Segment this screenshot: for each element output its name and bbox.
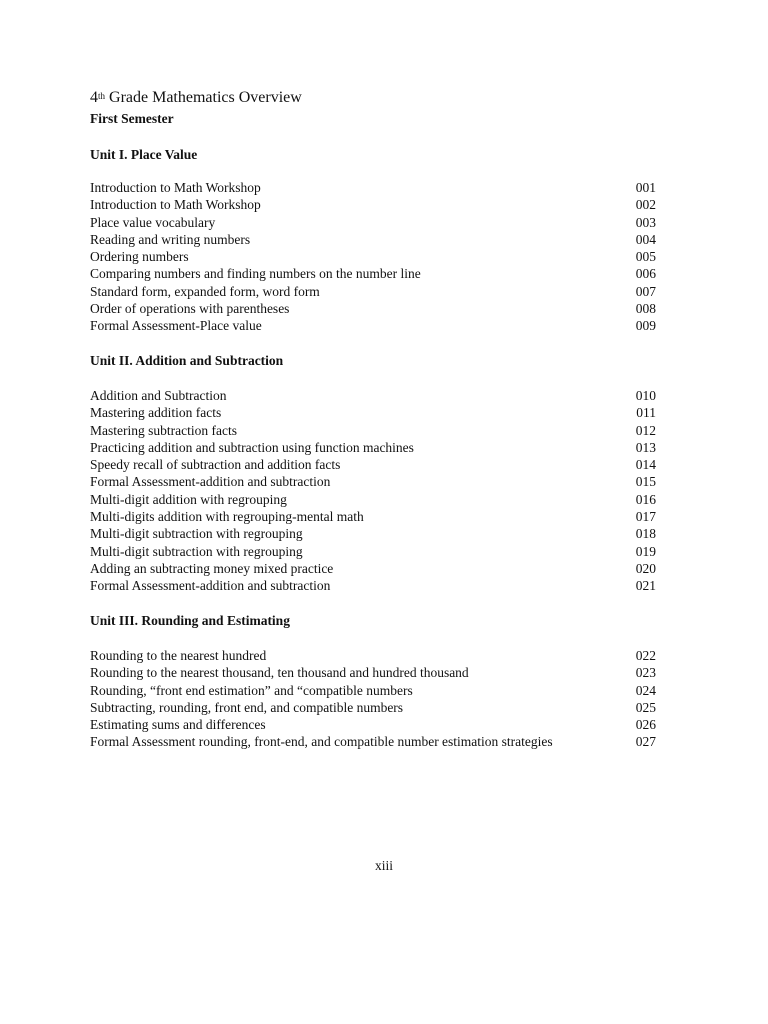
lesson-title: Formal Assessment-addition and subtraction [90, 578, 331, 594]
lesson-code: 010 [635, 388, 656, 403]
list-item [90, 456, 656, 473]
lesson-code: 003 [635, 214, 656, 230]
list-item [90, 525, 656, 542]
lesson-title: Reading and writing numbers [90, 231, 251, 247]
list-item [90, 387, 656, 404]
list-item [90, 543, 656, 560]
list-item [90, 699, 656, 716]
lesson-title: Multi-digit addition with regrouping [90, 491, 287, 507]
lesson-title: Estimating sums and differences [90, 717, 266, 733]
lesson-title: Place value vocabulary [90, 214, 216, 230]
list-item [90, 231, 656, 248]
list-item [90, 179, 656, 196]
lesson-code: 006 [635, 266, 656, 282]
unit-list-2 [90, 387, 656, 595]
list-item [90, 682, 656, 699]
lesson-title: Adding an subtracting money mixed practice [90, 560, 334, 576]
unit-heading-1: Unit I. Place Value [90, 147, 198, 162]
list-item [90, 196, 656, 213]
title-text: Grade Mathematics Overview [105, 89, 302, 106]
lesson-code: 007 [635, 283, 656, 299]
unit-heading-3: Unit III. Rounding and Estimating [90, 613, 290, 628]
lesson-title: Mastering addition facts [90, 405, 222, 421]
list-item [90, 300, 656, 317]
lesson-code: 014 [635, 457, 656, 473]
lesson-code: 017 [635, 509, 656, 525]
lesson-title: Speedy recall of subtraction and addition facts [90, 457, 341, 473]
list-item [90, 439, 656, 456]
lesson-title: Rounding, “front end estimation” and “compatible numbers [90, 682, 413, 698]
lesson-code: 013 [635, 439, 656, 455]
lesson-code: 016 [635, 491, 656, 507]
lesson-code: 018 [635, 526, 656, 542]
lesson-code: 027 [635, 734, 656, 750]
page-number: xiii [374, 858, 393, 873]
lesson-code: 002 [635, 197, 656, 213]
list-item [90, 473, 656, 490]
lesson-title: Introduction to Math Workshop [90, 197, 261, 213]
title-superscript: th [98, 91, 106, 101]
lesson-code: 009 [635, 318, 656, 334]
lesson-code: 008 [635, 301, 656, 317]
unit-list-3 [90, 647, 656, 751]
lesson-title: Formal Assessment rounding, front-end, and compatible number estimation strategies [90, 734, 553, 750]
lesson-code: 001 [635, 180, 656, 195]
lesson-title: Order of operations with parentheses [90, 301, 290, 317]
list-item [90, 283, 656, 300]
title-grade-number: 4 [90, 89, 98, 106]
lesson-title: Comparing numbers and finding numbers on the number line [90, 266, 421, 282]
lesson-code: 023 [635, 665, 656, 681]
semester-heading: First Semester [90, 111, 174, 126]
lesson-code: 020 [635, 560, 656, 576]
list-item [90, 716, 656, 733]
list-item [90, 647, 656, 664]
list-item [90, 733, 656, 750]
list-item [90, 248, 656, 265]
list-item [90, 317, 656, 334]
lesson-title: Practicing addition and subtraction using function machines [90, 439, 414, 455]
lesson-code: 025 [635, 699, 656, 715]
list-item [90, 508, 656, 525]
unit-heading-2: Unit II. Addition and Subtraction [90, 353, 284, 368]
lesson-title: Formal Assessment-Place value [90, 318, 262, 334]
lesson-title: Introduction to Math Workshop [90, 180, 261, 195]
lesson-code: 011 [636, 405, 656, 421]
lesson-title: Rounding to the nearest hundred [90, 648, 267, 663]
unit-list-1 [90, 179, 656, 335]
lesson-code: 026 [635, 717, 656, 733]
lesson-title: Subtracting, rounding, front end, and compatible numbers [90, 699, 404, 715]
lesson-code: 024 [635, 682, 656, 698]
lesson-title: Multi-digit subtraction with regrouping [90, 543, 303, 559]
document-title [90, 88, 302, 108]
lesson-title: Multi-digit subtraction with regrouping [90, 526, 303, 542]
lesson-code: 022 [635, 648, 656, 663]
lesson-title: Formal Assessment-addition and subtraction [90, 474, 331, 490]
list-item [90, 404, 656, 421]
lesson-code: 005 [635, 249, 656, 265]
list-item [90, 577, 656, 594]
lesson-code: 012 [635, 422, 656, 438]
lesson-title: Standard form, expanded form, word form [90, 283, 320, 299]
lesson-code: 004 [635, 231, 656, 247]
list-item [90, 491, 656, 508]
lesson-title: Mastering subtraction facts [90, 422, 237, 438]
lesson-title: Ordering numbers [90, 249, 189, 265]
lesson-code: 015 [635, 474, 656, 490]
lesson-title: Multi-digits addition with regrouping-mental math [90, 509, 364, 525]
lesson-title: Rounding to the nearest thousand, ten thousand and hundred thousand [90, 665, 469, 681]
lesson-code: 019 [635, 543, 656, 559]
list-item [90, 422, 656, 439]
list-item [90, 214, 656, 231]
list-item [90, 265, 656, 282]
lesson-title: Addition and Subtraction [90, 388, 227, 403]
list-item [90, 664, 656, 681]
lesson-code: 021 [635, 578, 656, 594]
list-item [90, 560, 656, 577]
